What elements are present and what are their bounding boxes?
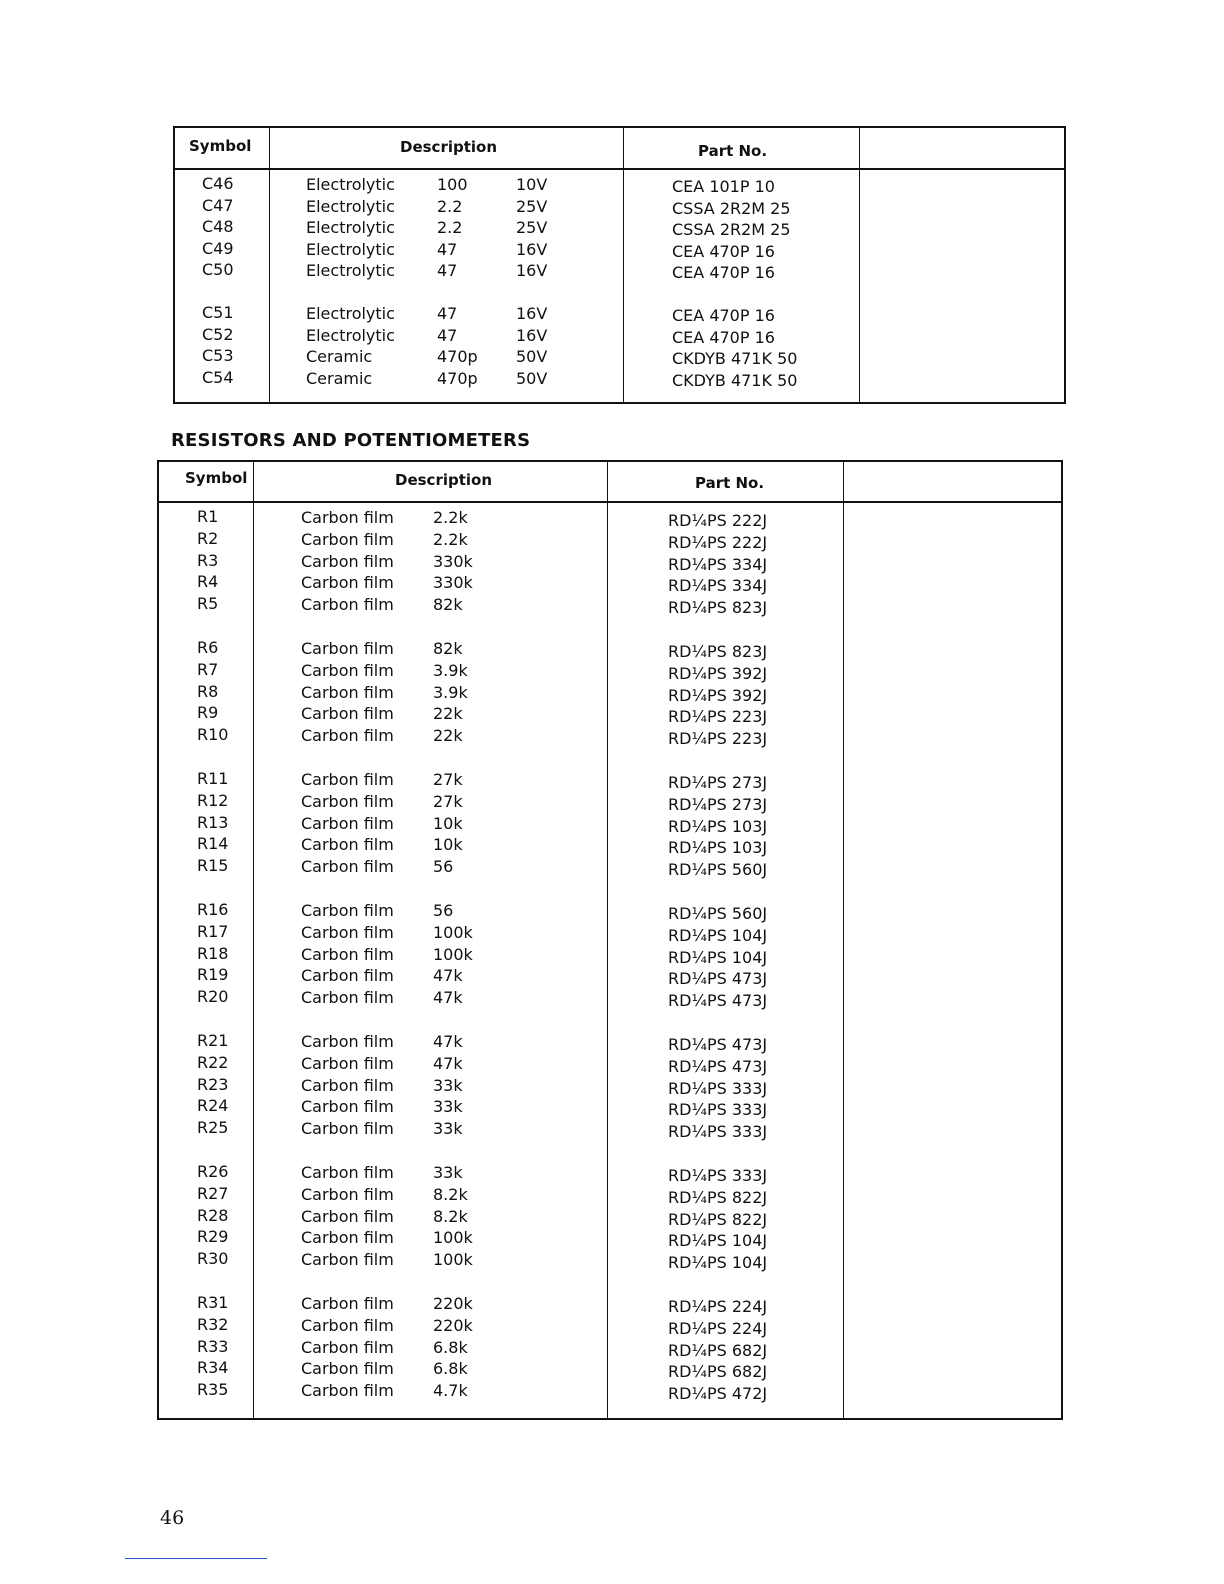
value-cell: 27k [433,770,463,789]
value-cell: 330k [433,573,473,593]
value-cell: 100k [433,1228,473,1248]
value-cell: 10k [433,813,463,833]
part-no-cell: RD¼PS 333J [668,1078,768,1098]
value-cell: 100k [433,944,473,964]
type-cell: Carbon film [301,1119,394,1139]
symbol-cell: R24 [197,1096,229,1116]
symbol-cell: R11 [197,769,229,788]
header-symbol: Symbol [185,469,248,487]
part-no-cell: RD¼PS 560J [668,860,768,880]
part-no-cell: RD¼PS 822J [668,1209,768,1229]
symbol-cell: R1 [197,507,219,526]
value-cell: 47k [433,966,463,986]
part-no-cell: RD¼PS 224J [668,1318,768,1338]
value-cell: 470p [437,368,478,388]
type-cell: Carbon film [301,1032,394,1051]
symbol-cell: R33 [197,1336,229,1356]
type-cell: Carbon film [301,573,394,593]
part-no-cell: RD¼PS 334J [668,554,768,574]
type-cell: Electrolytic [306,304,395,323]
type-cell: Carbon film [301,922,394,942]
value-cell: 56 [433,857,454,877]
voltage-cell: 25V [516,196,548,216]
part-no-cell: CKDYB 471K 50 [672,349,798,369]
value-cell: 2.2k [433,529,468,549]
type-cell: Carbon film [301,595,394,615]
footer-rule [125,1558,267,1559]
part-no-cell: CEA 101P 10 [672,177,775,196]
value-cell: 22k [433,704,463,724]
part-no-cell: CSSA 2R2M 25 [672,198,791,218]
symbol-cell: C47 [202,195,234,215]
symbol-cell: R31 [197,1293,229,1312]
type-cell: Electrolytic [306,218,395,238]
symbol-cell: R3 [197,550,219,570]
voltage-cell: 16V [516,304,548,323]
type-cell: Carbon film [301,1075,394,1095]
value-cell: 3.9k [433,660,468,680]
symbol-cell: R35 [197,1380,229,1400]
header-symbol: Symbol [189,137,252,155]
part-no-cell: RD¼PS 223J [668,729,768,749]
part-no-cell: RD¼PS 333J [668,1100,768,1120]
value-cell: 3.9k [433,682,468,702]
header-description: Description [400,138,498,156]
symbol-cell: C53 [202,346,234,366]
symbol-cell: R12 [197,790,229,810]
voltage-cell: 16V [516,239,548,259]
symbol-cell: C51 [202,303,234,322]
value-cell: 6.8k [433,1359,468,1379]
type-cell: Carbon film [301,1184,394,1204]
type-cell: Electrolytic [306,261,395,281]
symbol-cell: R29 [197,1227,229,1247]
symbol-cell: R5 [197,594,219,614]
type-cell: Carbon film [301,1228,394,1248]
resistor-table-header [159,462,1061,503]
type-cell: Carbon film [301,770,394,789]
part-no-cell: RD¼PS 104J [668,947,768,967]
symbol-cell: R4 [197,572,219,592]
part-no-cell: RD¼PS 273J [668,794,768,814]
value-cell: 220k [433,1294,473,1313]
type-cell: Carbon film [301,857,394,877]
value-cell: 100 [437,175,468,194]
part-no-cell: RD¼PS 333J [668,1166,768,1185]
part-no-cell: RD¼PS 823J [668,642,768,661]
symbol-cell: C50 [202,260,234,280]
voltage-cell: 50V [516,368,548,388]
part-no-cell: RD¼PS 333J [668,1122,768,1142]
type-cell: Carbon film [301,1053,394,1073]
part-no-cell: RD¼PS 682J [668,1362,768,1382]
symbol-cell: C54 [202,367,234,387]
type-cell: Carbon film [301,639,394,658]
type-cell: Carbon film [301,835,394,855]
type-cell: Carbon film [301,1163,394,1182]
symbol-cell: R27 [197,1183,229,1203]
symbol-cell: R34 [197,1358,229,1378]
type-cell: Carbon film [301,704,394,724]
type-cell: Carbon film [301,1250,394,1270]
value-cell: 33k [433,1075,463,1095]
part-no-cell: RD¼PS 560J [668,904,768,923]
type-cell: Carbon film [301,966,394,986]
symbol-cell: R9 [197,703,219,723]
type-cell: Carbon film [301,1294,394,1313]
part-no-cell: RD¼PS 682J [668,1340,768,1360]
type-cell: Ceramic [306,347,373,367]
part-no-cell: RD¼PS 473J [668,969,768,989]
voltage-cell: 16V [516,325,548,345]
type-cell: Carbon film [301,726,394,746]
part-no-cell: RD¼PS 823J [668,598,768,618]
type-cell: Carbon film [301,1315,394,1335]
value-cell: 100k [433,1250,473,1270]
value-cell: 10k [433,835,463,855]
part-no-cell: CEA 470P 16 [672,263,775,283]
value-cell: 47k [433,988,463,1008]
value-cell: 27k [433,791,463,811]
value-cell: 56 [433,901,454,920]
type-cell: Electrolytic [306,175,395,194]
part-no-cell: RD¼PS 104J [668,1253,768,1273]
type-cell: Carbon film [301,1359,394,1379]
type-cell: Carbon film [301,660,394,680]
type-cell: Carbon film [301,1097,394,1117]
symbol-cell: R8 [197,681,219,701]
value-cell: 330k [433,551,473,571]
type-cell: Carbon film [301,1381,394,1401]
symbol-cell: R7 [197,659,219,679]
value-cell: 47 [437,239,458,259]
part-no-cell: RD¼PS 334J [668,576,768,596]
part-no-cell: RD¼PS 392J [668,663,768,683]
symbol-cell: R21 [197,1031,229,1050]
page-number: 46 [160,1507,185,1529]
part-no-cell: RD¼PS 473J [668,1056,768,1076]
symbol-cell: R28 [197,1205,229,1225]
symbol-cell: R6 [197,638,219,657]
value-cell: 47 [437,304,458,323]
value-cell: 4.7k [433,1381,468,1401]
symbol-cell: R15 [197,856,229,876]
part-no-cell: RD¼PS 104J [668,925,768,945]
capacitor-table-header [175,128,1064,170]
part-no-cell: RD¼PS 273J [668,773,768,792]
voltage-cell: 10V [516,175,548,194]
part-no-cell: CSSA 2R2M 25 [672,220,791,240]
part-no-cell: RD¼PS 473J [668,1035,768,1054]
part-no-cell: CEA 470P 16 [672,241,775,261]
part-no-cell: RD¼PS 223J [668,707,768,727]
type-cell: Carbon film [301,813,394,833]
part-no-cell: CEA 470P 16 [672,327,775,347]
symbol-cell: C46 [202,174,234,193]
part-no-cell: RD¼PS 822J [668,1187,768,1207]
type-cell: Electrolytic [306,196,395,216]
value-cell: 100k [433,922,473,942]
type-cell: Electrolytic [306,325,395,345]
part-no-cell: RD¼PS 103J [668,816,768,836]
symbol-cell: C48 [202,217,234,237]
symbol-cell: R16 [197,900,229,919]
value-cell: 82k [433,595,463,615]
type-cell: Carbon film [301,791,394,811]
part-no-cell: RD¼PS 392J [668,685,768,705]
value-cell: 22k [433,726,463,746]
symbol-cell: R22 [197,1052,229,1072]
value-cell: 6.8k [433,1337,468,1357]
type-cell: Carbon film [301,988,394,1008]
voltage-cell: 16V [516,261,548,281]
symbol-cell: R14 [197,834,229,854]
symbol-cell: C52 [202,324,234,344]
value-cell: 33k [433,1097,463,1117]
symbol-cell: R13 [197,812,229,832]
symbol-cell: R30 [197,1249,229,1269]
symbol-cell: R17 [197,921,229,941]
part-no-cell: RD¼PS 224J [668,1297,768,1316]
capacitor-table [173,126,1066,404]
type-cell: Carbon film [301,508,394,527]
value-cell: 2.2 [437,218,463,238]
type-cell: Ceramic [306,368,373,388]
symbol-cell: R19 [197,965,229,985]
type-cell: Carbon film [301,1206,394,1226]
type-cell: Carbon film [301,682,394,702]
value-cell: 47k [433,1053,463,1073]
symbol-cell: R2 [197,528,219,548]
header-part-no: Part No. [695,474,765,492]
value-cell: 2.2k [433,508,468,527]
value-cell: 82k [433,639,463,658]
symbol-cell: R26 [197,1162,229,1181]
value-cell: 47 [437,325,458,345]
symbol-cell: R23 [197,1074,229,1094]
value-cell: 33k [433,1163,463,1182]
value-cell: 8.2k [433,1206,468,1226]
type-cell: Carbon film [301,529,394,549]
type-cell: Carbon film [301,1337,394,1357]
symbol-cell: R20 [197,987,229,1007]
part-no-cell: RD¼PS 472J [668,1384,768,1404]
value-cell: 2.2 [437,196,463,216]
value-cell: 470p [437,347,478,367]
value-cell: 220k [433,1315,473,1335]
symbol-cell: R10 [197,725,229,745]
part-no-cell: RD¼PS 473J [668,991,768,1011]
part-no-cell: RD¼PS 103J [668,838,768,858]
voltage-cell: 50V [516,347,548,367]
part-no-cell: RD¼PS 104J [668,1231,768,1251]
symbol-cell: R18 [197,943,229,963]
value-cell: 33k [433,1119,463,1139]
type-cell: Carbon film [301,551,394,571]
value-cell: 8.2k [433,1184,468,1204]
symbol-cell: R32 [197,1314,229,1334]
resistor-table [157,460,1063,1420]
header-description: Description [395,471,493,489]
type-cell: Electrolytic [306,239,395,259]
value-cell: 47 [437,261,458,281]
part-no-cell: RD¼PS 222J [668,511,768,530]
section-title: RESISTORS AND POTENTIOMETERS [171,430,531,451]
voltage-cell: 25V [516,218,548,238]
type-cell: Carbon film [301,944,394,964]
symbol-cell: C49 [202,238,234,258]
type-cell: Carbon film [301,901,394,920]
header-part-no: Part No. [698,142,768,160]
part-no-cell: CEA 470P 16 [672,306,775,325]
value-cell: 47k [433,1032,463,1051]
part-no-cell: RD¼PS 222J [668,532,768,552]
part-no-cell: CKDYB 471K 50 [672,370,798,390]
symbol-cell: R25 [197,1118,229,1138]
